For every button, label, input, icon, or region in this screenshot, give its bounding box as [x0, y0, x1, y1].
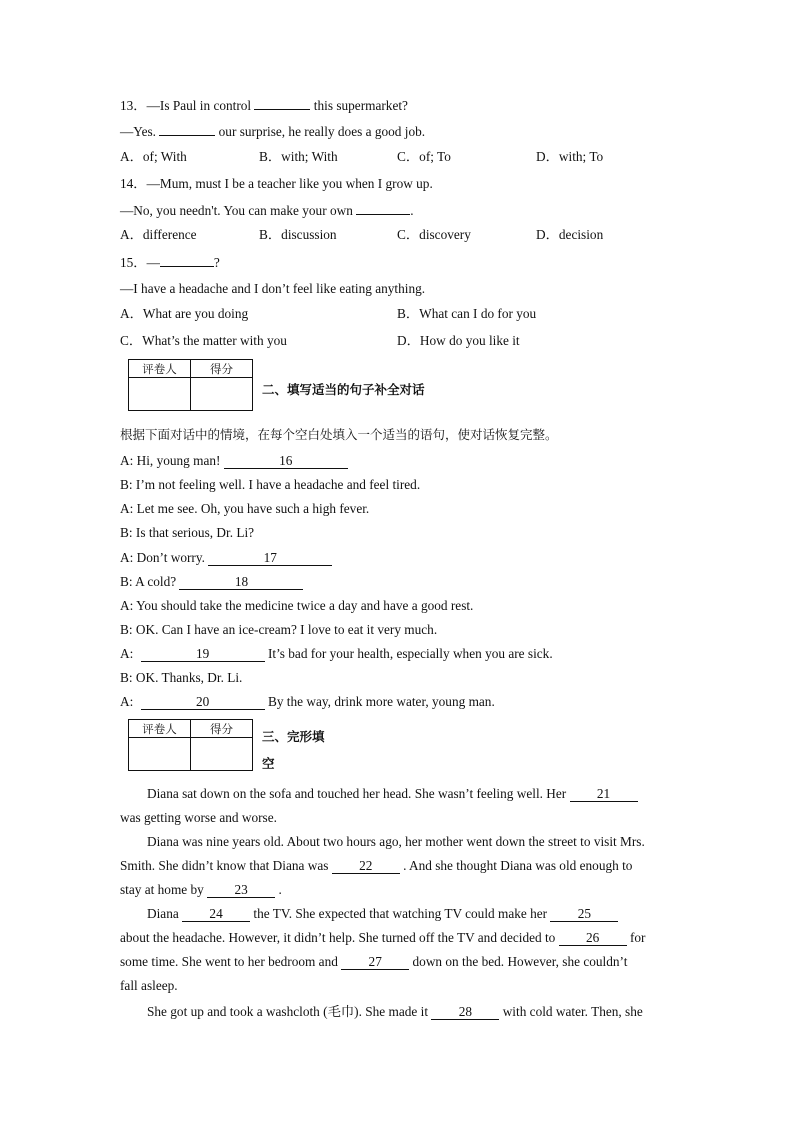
- score-cell: [191, 738, 253, 771]
- section2-instruction: 根据下面对话中的情境，在每个空白处填入一个适当的语句，使对话恢复完整。: [120, 427, 558, 442]
- section3-title-cont: 空: [262, 756, 275, 771]
- q13-line1: 13．—Is Paul in control this supermarket?: [120, 98, 408, 113]
- cloze-blank-26[interactable]: 26: [559, 931, 627, 946]
- cloze-blank-22[interactable]: 22: [332, 859, 400, 874]
- q14-line1: 14．—Mum, must I be a teacher like you when I grow up.: [120, 176, 433, 191]
- dialog-blank-20[interactable]: 20: [141, 695, 265, 710]
- q15-option-d[interactable]: D．How do you like it: [397, 333, 520, 348]
- cloze-blank-27[interactable]: 27: [341, 955, 409, 970]
- dialog-blank-16[interactable]: 16: [224, 454, 348, 469]
- q14-option-d[interactable]: D．decision: [536, 227, 604, 242]
- reviewer-label: 评卷人: [129, 360, 191, 378]
- score-box-section2: [128, 359, 253, 411]
- q15-line1: 15．— ?: [120, 255, 220, 270]
- cloze-blank-23[interactable]: 23: [207, 883, 275, 898]
- cloze-line-4: Smith. She didn’t know that Diana was 22 . And she thought Diana was old enough to: [120, 858, 633, 873]
- reviewer-cell: [129, 378, 191, 411]
- reviewer-cell: [129, 738, 191, 771]
- q14-option-b[interactable]: B．discussion: [259, 227, 337, 242]
- cloze-blank-24[interactable]: 24: [182, 907, 250, 922]
- cloze-line-3: Diana was nine years old. About two hours ago, her mother went down the street to visit Mrs.: [147, 834, 645, 849]
- cloze-blank-28[interactable]: 28: [431, 1005, 499, 1020]
- q13-option-c[interactable]: C．of; To: [397, 149, 451, 164]
- cloze-line-8: some time. She went to her bedroom and 27 down on the bed. However, she couldn’t: [120, 954, 628, 969]
- cloze-blank-25[interactable]: 25: [550, 907, 618, 922]
- dialog-line-6: B: A cold? 18: [120, 574, 303, 590]
- score-label: 得分: [191, 720, 253, 738]
- q15-option-b[interactable]: B．What can I do for you: [397, 306, 537, 321]
- section2-title: 二、填写适当的句子补全对话: [262, 382, 425, 397]
- cloze-line-10: She got up and took a washcloth (毛巾). She made it 28 with cold water. Then, she: [147, 1004, 643, 1019]
- cloze-line-6: Diana 24 the TV. She expected that watching TV could make her 25: [147, 906, 618, 922]
- dialog-line-5: A: Don’t worry. 17: [120, 550, 332, 566]
- dialog-line-1: A: Hi, young man! 16: [120, 453, 348, 469]
- cloze-line-9: fall asleep.: [120, 978, 178, 993]
- q13-blank-2: [159, 123, 215, 136]
- dialog-blank-19[interactable]: 19: [141, 647, 265, 662]
- q15-line2: —I have a headache and I don’t feel like eating anything.: [120, 281, 426, 296]
- q15-blank: [160, 254, 214, 267]
- dialog-line-8: B: OK. Can I have an ice-cream? I love to eat it very much.: [120, 622, 438, 637]
- score-box-section3: [128, 719, 253, 771]
- q15-option-a[interactable]: A．What are you doing: [120, 306, 249, 321]
- dialog-line-2: B: I’m not feeling well. I have a headache and feel tired.: [120, 477, 421, 492]
- section3-title: 三、完形填: [262, 729, 325, 744]
- dialog-blank-17[interactable]: 17: [208, 551, 332, 566]
- dialog-line-3: A: Let me see. Oh, you have such a high fever.: [120, 501, 370, 516]
- q13-option-b[interactable]: B．with; With: [259, 149, 338, 164]
- q13-option-d[interactable]: D．with; To: [536, 149, 604, 164]
- q13-option-a[interactable]: A．of; With: [120, 149, 187, 164]
- cloze-line-7: about the headache. However, it didn’t help. She turned off the TV and decided to 26 for: [120, 930, 646, 945]
- dialog-line-10: B: OK. Thanks, Dr. Li.: [120, 670, 243, 685]
- reviewer-label: 评卷人: [129, 720, 191, 738]
- cloze-blank-21[interactable]: 21: [570, 787, 638, 802]
- q14-line2: —No, you needn't. You can make your own .: [120, 203, 414, 218]
- dialog-blank-18[interactable]: 18: [179, 575, 303, 590]
- cloze-line-1: Diana sat down on the sofa and touched her head. She wasn’t feeling well. Her 21: [147, 786, 638, 802]
- dialog-line-7: A: You should take the medicine twice a day and have a good rest.: [120, 598, 474, 613]
- q14-option-c[interactable]: C．discovery: [397, 227, 471, 242]
- q14-option-a[interactable]: A．difference: [120, 227, 197, 242]
- cloze-line-2: was getting worse and worse.: [120, 810, 277, 825]
- q13-blank-1: [254, 97, 310, 110]
- dialog-line-4: B: Is that serious, Dr. Li?: [120, 525, 255, 540]
- q15-option-c[interactable]: C．What’s the matter with you: [120, 333, 287, 348]
- dialog-line-11: A: 20 By the way, drink more water, young man.: [120, 694, 495, 709]
- score-cell: [191, 378, 253, 411]
- dialog-line-9: A: 19 It’s bad for your health, especially when you are sick.: [120, 646, 553, 661]
- cloze-line-5: stay at home by 23 .: [120, 882, 282, 897]
- q13-line2: —Yes. our surprise, he really does a good job.: [120, 124, 426, 139]
- q14-blank: [356, 202, 410, 215]
- score-label: 得分: [191, 360, 253, 378]
